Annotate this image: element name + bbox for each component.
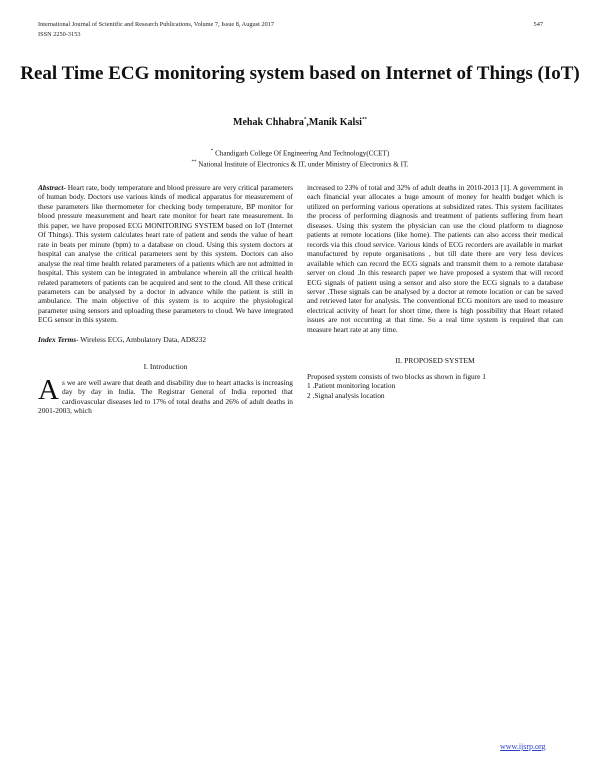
list-item: 1 .Patient monitoring location <box>307 381 396 391</box>
page-number: 547 <box>533 21 543 28</box>
issn: ISSN 2250-3153 <box>38 30 81 38</box>
author-mark: ** <box>361 117 367 123</box>
drop-cap: A <box>38 373 59 406</box>
list-item: 2 .Signal analysis location <box>307 390 385 400</box>
journal-website-link[interactable]: www.ijsrp.org <box>500 742 546 751</box>
section-intro: Proposed system consists of two blocks as shown in figure 1 <box>307 371 487 381</box>
affiliation-line <box>0 158 600 169</box>
author-name: Manik Kalsi <box>308 117 362 128</box>
running-header <box>38 20 543 39</box>
affiliations <box>0 147 600 170</box>
author-line <box>0 117 600 128</box>
index-terms-label: Index Terms <box>38 334 77 344</box>
section-heading: I. Introduction <box>143 362 188 372</box>
index-terms <box>38 335 293 344</box>
body-paragraph: increased to 23% of total and 32% of adult deaths in 2010-2013 [1]. A government in each financial year allocates a huge amount of money for health budget which is utilized on performing various operations at subsidized rates. This system facilitates the process of performing diagnosis and treatment of patients suffering from heart diseases. Using this system the physician can use the cloud platform to diagnose patients at remote locations (like home). The patients can also access their medical records via this cloud service. Various kinds of ECG recorders are available in market manufactured by repute organisations , but till date there are very less devices available which can record the ECG signals and transmit them to a remote database server on cloud .In this research paper we have proposed a system that will record ECG signals of patient using a sensor and also store the ECG signals to a database server .These signals can be analysed by a doctor at remote location or can be saved and retrieved later for analysis. The conventional ECG monitors are used to measure electrical activity of heart for short time, there is high possibility that Heart related issues are not occurring at that time. So a real time system is required that can measure heart rate at any time. <box>307 183 563 334</box>
index-terms-text: - Wireless ECG, Ambulatory Data, AD8232 <box>76 334 207 344</box>
author-separator: , <box>306 117 309 128</box>
author-mark: * <box>303 117 307 123</box>
left-column <box>38 183 293 416</box>
abstract-text: Heart rate, body temperature and blood pressure are very critical parameters of human body. Doctors use various kinds of medical apparatus for measurement of these parameters like thermometer for checking body temperature, BP monitor for blood pressure measurement and heart rate monitor for heart rate measurement. In this paper, we have proposed ECG MONITORING SYSTEM based on IoT (Internet Of Things). This system calculates heart rate of patient and sends the value of heart rate in beats per minute (bpm) to a database on cloud. Using this system doctors at hospital can analyse the critical parameters sent by this system. Doctors can also analyse the real time health related parameters of a patients which are not admitted in hospital. This system can be integrated in ambulance wherein all the critical health related parameters of patients can be acquired and sent to the cloud. All these critical parameters can be analysed by a doctor in advance while the patient is still in ambulance. The main objective of this system is to acquire the physiological parameter using sensors and uploading these parameters to cloud. We have integrated ECG sensor in this system. <box>38 183 293 325</box>
introduction-text: s we are well aware that death and disability due to heart attacks is increasing day by day in India. The Registrar General of India reported that cardiovascular diseases led to 17% of total deaths and 26% of adult deaths in 2001-2003, which <box>38 377 293 416</box>
paper-title: Real Time ECG monitoring system based on Internet of Things (IoT) <box>20 63 580 84</box>
author-name: Mehak Chhabra <box>233 117 304 128</box>
abstract-label: Abstract- <box>38 183 66 192</box>
introduction-paragraph <box>38 373 293 416</box>
affiliation-mark: * <box>210 149 214 154</box>
affiliation-text: National Institute of Electronics & IT, under Ministry of Electronics & IT. <box>196 160 409 169</box>
affiliation-line <box>0 147 600 158</box>
affiliation-mark: ** <box>191 160 197 166</box>
journal-citation: International Journal of Scientific and Research Publications, Volume 7, Issue 8, August 2017 <box>38 21 275 28</box>
affiliation-text: Chandigarh College Of Engineering And Technology(CCET) <box>213 149 390 158</box>
right-column <box>307 183 563 400</box>
abstract <box>38 183 293 325</box>
section-heading: II. PROPOSED SYSTEM <box>395 356 475 366</box>
